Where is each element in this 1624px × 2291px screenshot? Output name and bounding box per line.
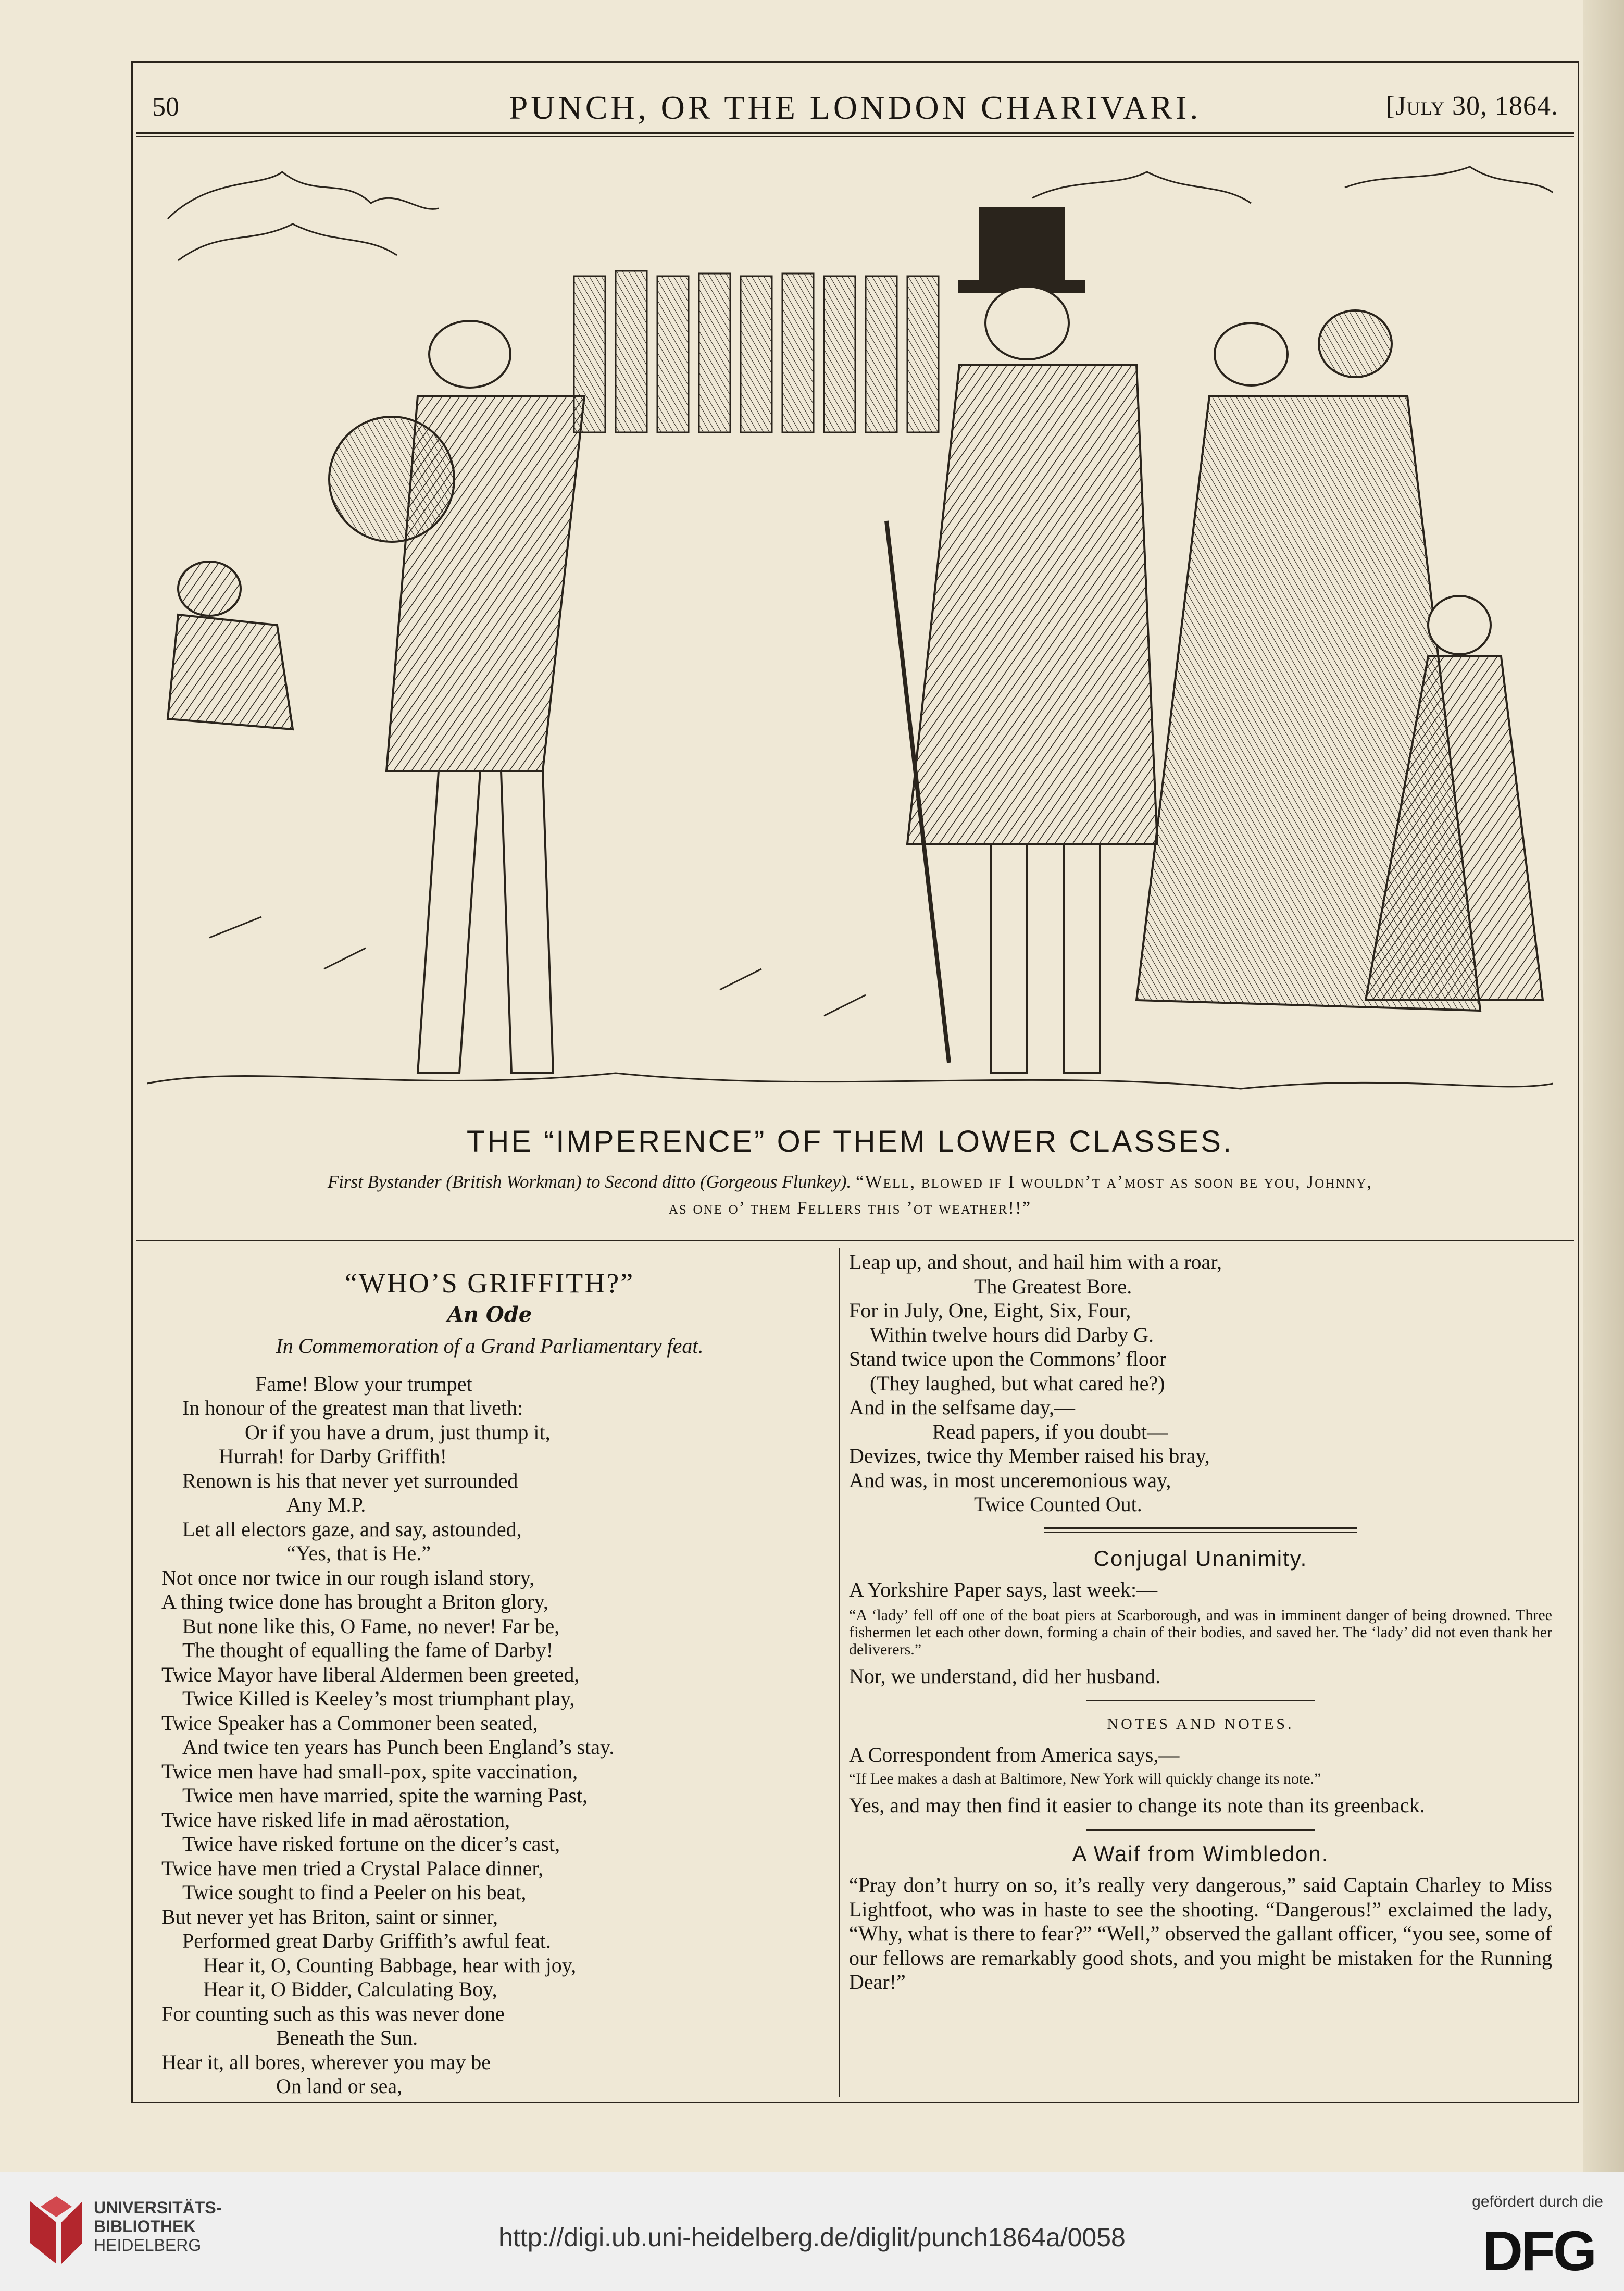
cartoon-title: THE “IMPERENCE” OF THEM LOWER CLASSES. <box>466 1125 1234 1159</box>
poem-line: But none like this, O Fame, no never! Far be, <box>182 1614 560 1638</box>
poem-line: For counting such as this was never done <box>161 2001 505 2025</box>
poem-line: Not once nor twice in our rough island story, <box>161 1565 535 1589</box>
caption-quote-1: “Well, blowed if I wouldn’t a’most as soon be you, Johnny, <box>856 1172 1373 1192</box>
poem-line: Hear it, all bores, wherever you may be <box>161 2050 491 2074</box>
poem-line: Twice sought to find a Peeler on his beat, <box>182 1881 527 1904</box>
library-line-2: BIBLIOTHEK <box>94 2217 196 2236</box>
poem-dedication: In Commemoration of a Grand Parliamentary feat. <box>276 1334 704 1358</box>
poem-line: And in the selfsame day,— <box>849 1396 1075 1419</box>
poem-line: Any M.P. <box>286 1493 366 1516</box>
poem-lines-right <box>849 1250 1552 1517</box>
poem-line: Twice have risked life in mad aërostation, <box>161 1808 510 1832</box>
poem-line: The Greatest Bore. <box>974 1274 1132 1298</box>
header-rule-thin <box>136 136 1574 137</box>
poem-line: Renown is his that never yet surrounded <box>182 1468 518 1492</box>
cartoon-illustration <box>147 156 1553 1115</box>
dfg-logo: DFG <box>1482 2219 1595 2282</box>
poem-lines-left <box>161 1372 818 2099</box>
poem-line: Leap up, and shout, and hail him with a roar, <box>849 1250 1222 1274</box>
poem-line: And twice ten years has Punch been England’s stay. <box>182 1735 615 1759</box>
soldiers-line <box>574 271 939 432</box>
poem-line: Beneath the Sun. <box>276 2026 418 2049</box>
poem-line: The thought of equalling the fame of Darby! <box>182 1638 553 1662</box>
header-rule <box>136 132 1574 134</box>
poem-line: Fame! Blow your trumpet <box>255 1372 472 1396</box>
caption-quote-2: as one o’ them Fellers this ’ot weather!!” <box>668 1198 1032 1218</box>
poem-line: In honour of the greatest man that liveth: <box>182 1396 523 1420</box>
conjugal-comment: Nor, we understand, did her husband. <box>849 1664 1161 1688</box>
conjugal-quote: “A ‘lady’ fell off one of the boat piers at Scarborough, and was in imminent danger of being drowned. Three fishermen let each other down, forming a chain of their bodies, and saved her. The ‘lady’ did not even thank her deliverers.” <box>849 1606 1552 1658</box>
poem-line: “Yes, that is He.” <box>286 1541 431 1565</box>
poem-line: For in July, One, Eight, Six, Four, <box>849 1299 1131 1322</box>
page-number: 50 <box>152 92 179 122</box>
poem-line: Or if you have a drum, just thump it, <box>245 1420 551 1444</box>
poem-line: On land or sea, <box>276 2074 403 2098</box>
cartoon-caption <box>147 1169 1553 1221</box>
page-header <box>131 83 1579 125</box>
binding-margin <box>1583 0 1624 2172</box>
poem-line: But never yet has Briton, saint or sinner, <box>161 1904 498 1928</box>
left-column <box>161 1250 818 2099</box>
poem-line: Twice Speaker has a Commoner been seated, <box>161 1711 538 1735</box>
poem-line: Let all electors gaze, and say, astounded, <box>182 1517 522 1541</box>
poem-line: Stand twice upon the Commons’ floor <box>849 1347 1167 1371</box>
notes-quote: “If Lee makes a dash at Baltimore, New York will quickly change its note.” <box>849 1770 1321 1787</box>
poem-line: Twice have risked fortune on the dicer’s cast, <box>182 1832 560 1856</box>
poem-line: A thing twice done has brought a Briton glory, <box>161 1590 548 1613</box>
notes-comment: Yes, and may then find it easier to change its note than its greenback. <box>849 1794 1425 1817</box>
column-divider <box>839 1248 840 2097</box>
issue-date: [July 30, 1864. <box>1386 91 1558 121</box>
conjugal-intro: A Yorkshire Paper says, last week:— <box>849 1578 1158 1601</box>
caption-rule <box>136 1240 1574 1241</box>
foliage <box>168 167 1553 260</box>
poem-line: Twice Counted Out. <box>974 1492 1142 1516</box>
notes-intro: A Correspondent from America says,— <box>849 1742 1180 1766</box>
section-rule-2 <box>1086 1829 1315 1831</box>
poem-line: Within twelve hours did Darby G. <box>870 1323 1154 1347</box>
section-rule <box>1086 1700 1315 1701</box>
waif-text: “Pray don’t hurry on so, it’s really very dangerous,” said Captain Charley to Miss Lightfoot, who was in haste to see the shooting. “Dangerous!” exclaimed the lady, “Why, what is there to fear?” “Well,” observed the gallant officer, “you see, some of our fellows are remarkably good shots, and you might be mistaken for the Running Dear!” <box>849 1873 1552 1994</box>
caption-speaker: First Bystander (British Workman) to Second ditto (Gorgeous Flunkey). <box>327 1172 852 1192</box>
right-column <box>849 1250 1552 1995</box>
poem-line: Twice men have had small-pox, spite vaccination, <box>161 1759 578 1783</box>
running-head: PUNCH, OR THE LONDON CHARIVARI. <box>509 89 1202 126</box>
women-and-girl <box>1136 310 1543 1011</box>
poem-line: Devizes, twice thy Member raised his bray, <box>849 1444 1210 1467</box>
library-line-3: HEIDELBERG <box>94 2236 202 2255</box>
poem-line: Hurrah! for Darby Griffith! <box>219 1445 447 1468</box>
funded-by-text: gefördert durch die <box>1472 2193 1603 2210</box>
notes-title: NOTES AND NOTES. <box>1107 1715 1294 1733</box>
poem-line: Read papers, if you doubt— <box>932 1420 1168 1443</box>
digitization-footer <box>0 2172 1624 2291</box>
poem-line: (They laughed, but what cared he?) <box>870 1371 1165 1395</box>
poem-line: Twice have men tried a Crystal Palace dinner, <box>161 1856 544 1880</box>
poem-line: Twice men have married, spite the warning Past, <box>182 1784 588 1807</box>
source-url-link[interactable]: http://digi.ub.uni-heidelberg.de/diglit/punch1864a/0058 <box>498 2223 1126 2252</box>
poem-line: Hear it, O, Counting Babbage, hear with joy, <box>203 1953 577 1977</box>
poem-line: Performed great Darby Griffith’s awful feat. <box>182 1929 551 1952</box>
library-line-1: UNIVERSITÄTS- <box>94 2198 222 2217</box>
poem-line: Twice Mayor have liberal Aldermen been greeted, <box>161 1662 580 1686</box>
poem-line: Twice Killed is Keeley’s most triumphant play, <box>182 1687 575 1710</box>
waif-title: A Waif from Wimbledon. <box>1072 1841 1329 1866</box>
poem-subtitle: An Ode <box>447 1302 532 1327</box>
british-workman <box>329 321 584 1073</box>
poem-line: Hear it, O Bidder, Calculating Boy, <box>203 1977 497 2001</box>
poem-line: And was, in most unceremonious way, <box>849 1468 1171 1492</box>
poem-title: “WHO’S GRIFFITH?” <box>344 1267 635 1299</box>
section-rule-double <box>1044 1527 1357 1533</box>
seated-boy <box>168 562 293 729</box>
conjugal-title: Conjugal Unanimity. <box>1093 1546 1308 1571</box>
